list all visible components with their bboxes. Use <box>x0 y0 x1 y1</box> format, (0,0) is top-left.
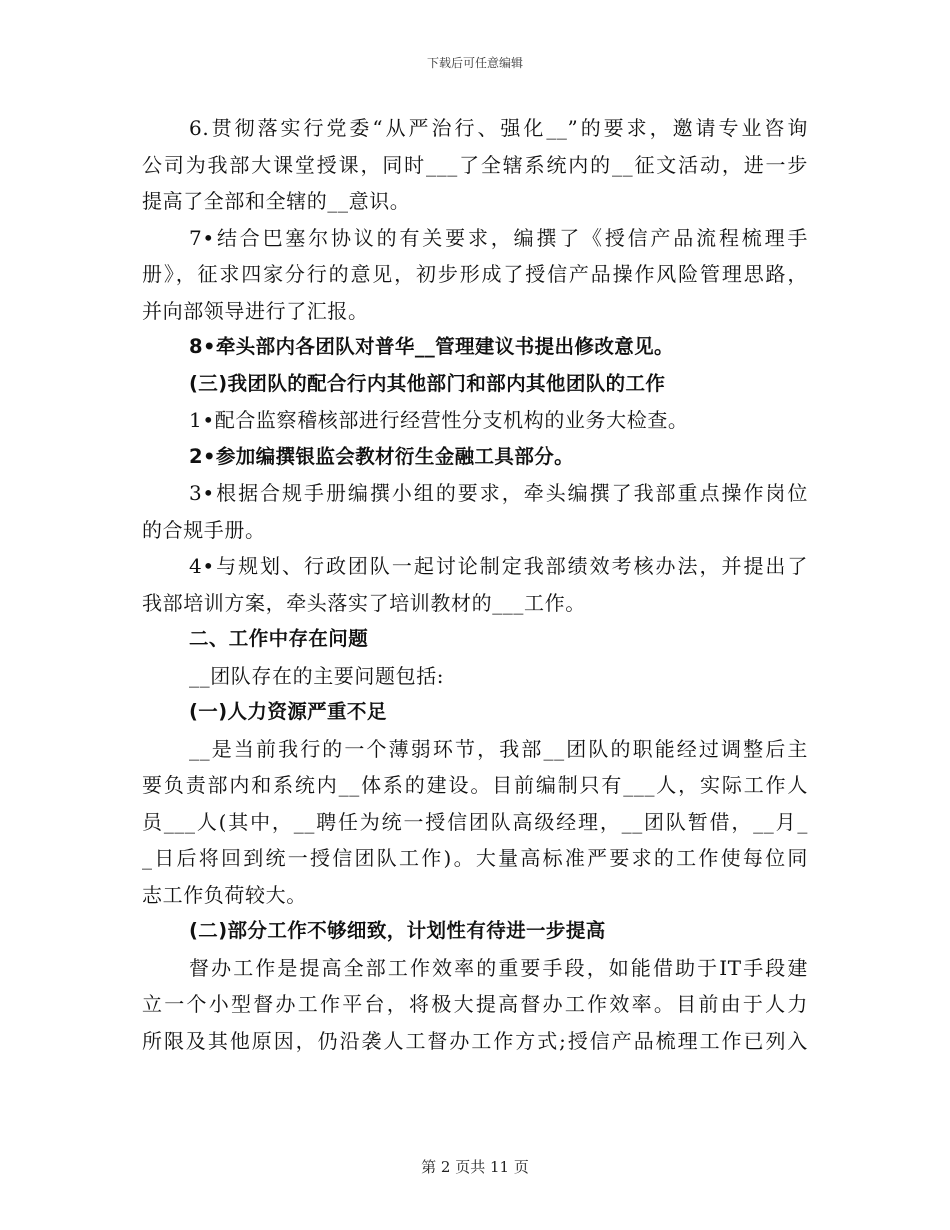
paragraph-line: 册》，征求四家分行的意见，初步形成了授信产品操作风险管理思路， <box>142 262 808 286</box>
paragraph-line: __是当前我行的一个薄弱环节，我部__团队的职能经过调整后主 <box>189 736 808 761</box>
section-heading-line: 二、工作中存在问题 <box>189 627 369 650</box>
paragraph-line: 4•与规划、行政团队一起讨论制定我部绩效考核办法，并提出了 <box>189 554 808 578</box>
section-heading-line: (二)部分工作不够细致，计划性有待进一步提高 <box>189 919 606 942</box>
paragraph-line: 公司为我部大课堂授课，同时___了全辖系统内的__征文活动，进一步 <box>142 152 808 177</box>
paragraph-line: 要负责部内和系统内__体系的建设。目前编制只有___人，实际工作人 <box>142 773 808 797</box>
paragraph-line: 立一个小型督办工作平台，将极大提高督办工作效率。目前由于人力 <box>142 992 808 1016</box>
paragraph-line: 所限及其他原因，仍沿袭人工督办工作方式;授信产品梳理工作已列入 <box>142 1028 808 1053</box>
paragraph-line: 我部培训方案，牵头落实了培训教材的___工作。 <box>142 590 586 615</box>
paragraph-line: 提高了全部和全辖的__意识。 <box>142 189 411 213</box>
section-heading-line: (一)人力资源严重不足 <box>189 700 387 723</box>
paragraph-line: 6.贯彻落实行党委“从严治行、强化__”的要求，邀请专业咨询 <box>189 116 808 140</box>
paragraph-line: __团队存在的主要问题包括: <box>189 663 445 688</box>
document-body <box>142 110 808 1059</box>
paragraph-line: 的合规手册。 <box>142 517 266 542</box>
paragraph-line: 志工作负荷较大。 <box>142 882 307 907</box>
section-heading-line: 8•牵头部内各团队对普华__管理建议书提出修改意见。 <box>189 335 674 358</box>
page-footer: 第 2 页共 11 页 <box>421 1158 529 1176</box>
page-header: 下载后可任意编辑 <box>426 56 523 70</box>
paragraph-line: 并向部领导进行了汇报。 <box>142 298 369 323</box>
paragraph-line: 督办工作是提高全部工作效率的重要手段，如能借助于IT手段建 <box>189 955 808 980</box>
section-heading-line: (三)我团队的配合行内其他部门和部内其他团队的工作 <box>189 371 666 395</box>
paragraph-line: 3•根据合规手册编撰小组的要求，牵头编撰了我部重点操作岗位 <box>189 481 808 505</box>
paragraph-line: _日后将回到统一授信团队工作)。大量高标准严要求的工作使每位同 <box>142 846 808 870</box>
paragraph-line: 1•配合监察稽核部进行经营性分支机构的业务大检查。 <box>189 408 689 432</box>
paragraph-line: 员___人(其中，__聘任为统一授信团队高级经理，__团队暂借，__月_ <box>142 809 808 834</box>
paragraph-line: 7•结合巴塞尔协议的有关要求，编撰了《授信产品流程梳理手 <box>189 225 808 250</box>
section-heading-line: 2•参加编撰银监会教材衍生金融工具部分。 <box>189 444 575 468</box>
